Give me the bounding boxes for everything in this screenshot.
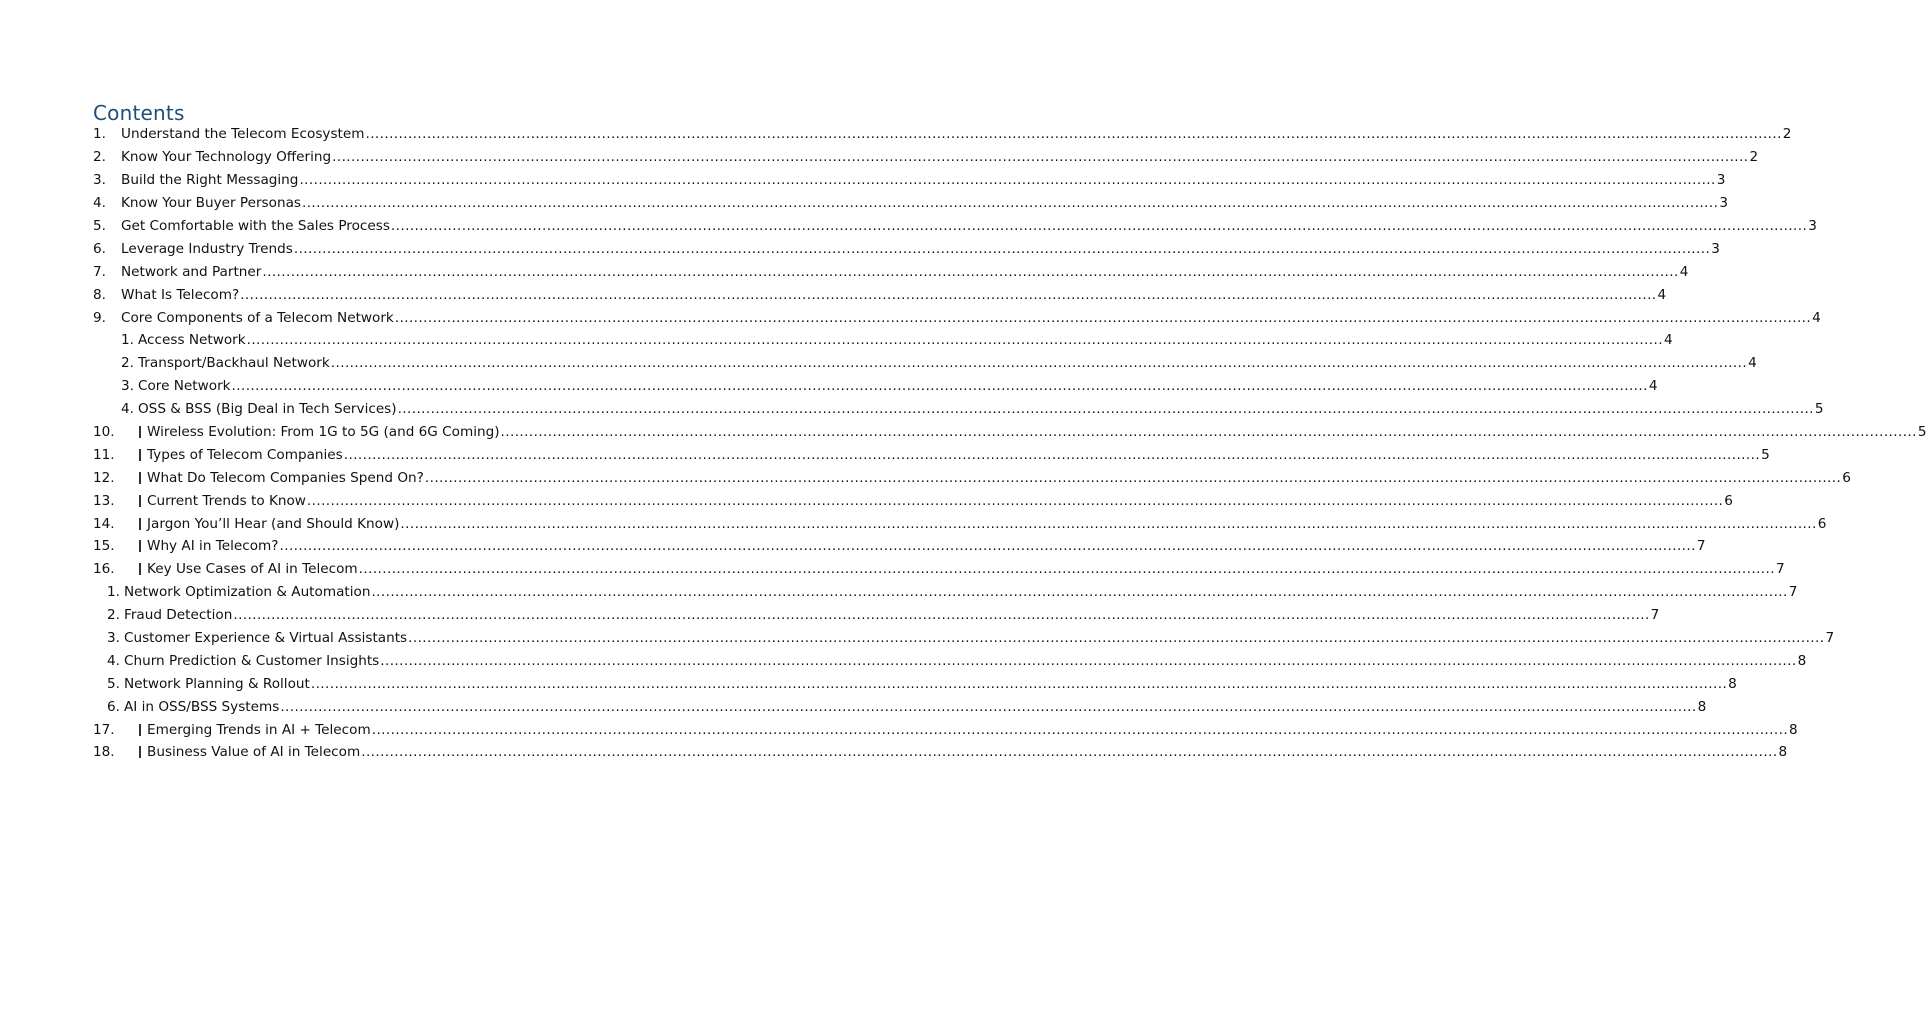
missing-glyph-icon [139,449,141,461]
toc-entry-number: 4. [107,652,120,669]
dot-leader: ............................................................................................................................................................................................................................................................................................................ [246,332,1663,349]
toc-entry-page-number: 7 [1650,607,1660,624]
toc-entry-title[interactable]: Fraud Detection [123,607,233,624]
toc-entry-number: 2. [121,355,134,372]
toc-entry-number: 1. [121,332,134,349]
dot-leader: ............................................................................................................................................................................................................................................................................................................ [361,744,1778,761]
toc-heading: Contents [93,101,185,125]
toc-entry-page-number: 3 [1716,172,1726,189]
dot-leader: ............................................................................................................................................................................................................................................................................................................ [397,401,1814,418]
dot-leader: ............................................................................................................................................................................................................................................................................................................ [332,149,1749,166]
dot-leader: ............................................................................................................................................................................................................................................................................................................ [262,263,1679,280]
toc-entry[interactable] [93,283,1667,306]
dot-leader: ............................................................................................................................................................................................................................................................................................................ [365,126,1782,143]
toc-entry-title[interactable]: Know Your Technology Offering [121,149,332,166]
dot-leader: ............................................................................................................................................................................................................................................................................................................ [390,218,1808,234]
toc-entry-title[interactable]: Network and Partner [121,263,262,280]
toc-entry-page-number: 7 [1775,561,1785,578]
toc-entry-number: 15. [93,538,115,555]
toc-entry-number: 13. [93,492,115,509]
toc-entry[interactable] [93,306,1821,329]
toc-entry-number: 18. [93,744,115,761]
toc-entry-number: 5. [107,675,120,692]
toc-entry-page-number: 7 [1788,584,1798,601]
toc-entry-page-number: 6 [1724,492,1733,509]
toc-entry-page-number: 4 [1679,263,1689,280]
toc-entry-title[interactable]: Wireless Evolution: From 1G to 5G (and 6G Coming) [147,424,500,441]
toc-entry-number: 9. [93,309,106,326]
toc-entry[interactable] [93,604,1660,627]
toc-entry[interactable] [93,352,1757,375]
toc-entry[interactable] [93,672,1737,695]
toc-entry-page-number: 3 [1711,240,1720,257]
missing-glyph-icon [139,426,141,438]
toc-entry-page-number: 8 [1728,675,1737,692]
toc-entry[interactable] [93,169,1726,192]
toc-entry-page-number: 5 [1761,446,1770,463]
toc-entry-title[interactable]: Business Value of AI in Telecom [147,744,361,761]
toc-entry-title[interactable]: Leverage Industry Trends [121,240,293,257]
toc-entry-title[interactable]: Build the Right Messaging [121,172,299,189]
toc-entry-title[interactable]: Transport/Backhaul Network [137,355,330,372]
toc-entry[interactable] [93,581,1798,604]
toc-entry-title[interactable]: Why AI in Telecom? [147,538,279,555]
table-of-contents [93,123,1927,764]
toc-entry-number: 12. [93,469,115,486]
toc-entry-page-number: 6 [1842,469,1851,486]
toc-entry-number: 6. [107,698,120,715]
toc-entry-title[interactable]: Know Your Buyer Personas [121,195,301,212]
dot-leader: ............................................................................................................................................................................................................................................................................................................ [280,698,1697,715]
toc-entry-number: 11. [93,446,115,463]
toc-entry-title[interactable]: Types of Telecom Companies [147,446,343,463]
toc-entry[interactable] [93,421,1927,444]
toc-entry-page-number: 8 [1778,744,1788,761]
toc-entry[interactable] [93,123,1792,146]
toc-entry-title[interactable]: AI in OSS/BSS Systems [123,698,280,715]
toc-entry-page-number: 3 [1719,195,1728,212]
toc-entry[interactable] [93,215,1817,238]
toc-entry-page-number: 5 [1917,424,1927,441]
toc-entry-title[interactable]: What Is Telecom? [121,286,240,303]
toc-entry-page-number: 2 [1782,126,1792,143]
dot-leader: ............................................................................................................................................................................................................................................................................................................ [306,492,1724,509]
toc-entry[interactable] [93,375,1658,398]
toc-entry-title[interactable]: Core Network [137,378,231,395]
toc-entry-title[interactable]: What Do Telecom Companies Spend On? [147,469,424,486]
toc-entry-page-number: 8 [1797,652,1807,669]
toc-entry[interactable] [93,443,1770,466]
dot-leader: ............................................................................................................................................................................................................................................................................................................ [343,446,1761,463]
dot-leader: ............................................................................................................................................................................................................................................................................................................ [279,538,1696,555]
dot-leader: ............................................................................................................................................................................................................................................................................................................ [293,240,1711,257]
toc-entry-title[interactable]: Network Planning & Rollout [123,675,310,692]
dot-leader: ............................................................................................................................................................................................................................................................................................................ [500,424,1917,441]
toc-entry-page-number: 4 [1648,378,1658,395]
toc-entry-page-number: 7 [1696,538,1706,555]
toc-entry-title[interactable]: Get Comfortable with the Sales Process [121,218,390,234]
toc-entry[interactable] [93,329,1673,352]
toc-entry-number: 17. [93,721,115,738]
toc-entry-number: 16. [93,561,115,578]
toc-entry[interactable] [93,192,1728,215]
toc-entry[interactable] [93,558,1785,581]
toc-entry-title[interactable]: Understand the Telecom Ecosystem [121,126,365,143]
toc-entry-title[interactable]: Access Network [137,332,246,349]
toc-entry-number: 3. [121,378,134,395]
toc-entry-page-number: 8 [1697,698,1707,715]
toc-entry-page-number: 8 [1789,721,1798,738]
dot-leader: ............................................................................................................................................................................................................................................................................................................ [400,515,1817,532]
toc-entry-title[interactable]: OSS & BSS (Big Deal in Tech Services) [137,401,397,418]
toc-entry-number: 4. [121,401,134,418]
toc-entry[interactable] [93,237,1720,260]
dot-leader: ............................................................................................................................................................................................................................................................................................................ [394,309,1812,326]
dot-leader: ............................................................................................................................................................................................................................................................................................................ [233,607,1650,624]
toc-entry-number: 8. [93,286,106,303]
missing-glyph-icon [139,563,141,575]
toc-entry-title[interactable]: Network Optimization & Automation [123,584,371,601]
toc-entry[interactable] [93,741,1788,764]
toc-entry-title[interactable]: Jargon You’ll Hear (and Should Know) [147,515,400,532]
toc-entry-title[interactable]: Key Use Cases of AI in Telecom [147,561,358,578]
toc-entry-page-number: 5 [1814,401,1824,418]
toc-entry-number: 10. [93,424,115,441]
missing-glyph-icon [139,495,141,507]
toc-entry[interactable] [93,627,1835,650]
missing-glyph-icon [139,724,141,736]
missing-glyph-icon [139,518,141,530]
dot-leader: ............................................................................................................................................................................................................................................................................................................ [301,195,1719,212]
toc-entry[interactable] [93,535,1706,558]
toc-entry-number: 3. [107,630,120,647]
toc-entry-number: 1. [93,126,106,143]
toc-entry-number: 4. [93,195,106,212]
toc-entry-page-number: 6 [1817,515,1827,532]
dot-leader: ............................................................................................................................................................................................................................................................................................................ [408,630,1825,647]
toc-entry-page-number: 2 [1749,149,1759,166]
toc-entry-title[interactable]: Emerging Trends in AI + Telecom [147,721,371,738]
toc-entry-title[interactable]: Churn Prediction & Customer Insights [123,652,380,669]
toc-entry-page-number: 4 [1748,355,1757,372]
toc-entry-page-number: 4 [1657,286,1667,303]
toc-entry[interactable] [93,512,1827,535]
missing-glyph-icon [139,472,141,484]
toc-entry-number: 5. [93,218,106,234]
dot-leader: ............................................................................................................................................................................................................................................................................................................ [371,721,1789,738]
toc-entry-title[interactable]: Current Trends to Know [147,492,306,509]
toc-entry-number: 3. [93,172,106,189]
toc-entry-page-number: 7 [1825,630,1835,647]
toc-entry[interactable] [93,489,1733,512]
toc-entry-page-number: 4 [1663,332,1673,349]
dot-leader: ............................................................................................................................................................................................................................................................................................................ [380,652,1797,669]
toc-entry[interactable] [93,260,1689,283]
toc-entry[interactable] [93,695,1707,718]
toc-entry-page-number: 3 [1808,218,1817,234]
toc-entry-number: 14. [93,515,115,532]
toc-entry-number: 2. [93,149,106,166]
dot-leader: ............................................................................................................................................................................................................................................................................................................ [424,469,1842,486]
toc-entry[interactable] [93,466,1851,489]
toc-entry-title[interactable]: Customer Experience & Virtual Assistants [123,630,408,647]
toc-entry[interactable] [93,398,1824,421]
dot-leader: ............................................................................................................................................................................................................................................................................................................ [231,378,1648,395]
dot-leader: ............................................................................................................................................................................................................................................................................................................ [358,561,1775,578]
dot-leader: ............................................................................................................................................................................................................................................................................................................ [240,286,1657,303]
toc-entry-number: 7. [93,263,106,280]
missing-glyph-icon [139,746,141,758]
toc-entry-number: 6. [93,240,106,257]
toc-entry-page-number: 4 [1812,309,1821,326]
toc-entry[interactable] [93,146,1759,169]
dot-leader: ............................................................................................................................................................................................................................................................................................................ [330,355,1748,372]
dot-leader: ............................................................................................................................................................................................................................................................................................................ [299,172,1716,189]
dot-leader: ............................................................................................................................................................................................................................................................................................................ [310,675,1728,692]
toc-entry[interactable] [93,718,1798,741]
toc-entry-number: 1. [107,584,120,601]
missing-glyph-icon [139,540,141,552]
toc-entry[interactable] [93,649,1807,672]
toc-entry-title[interactable]: Core Components of a Telecom Network [121,309,394,326]
toc-entry-number: 2. [107,607,120,624]
dot-leader: ............................................................................................................................................................................................................................................................................................................ [371,584,1788,601]
